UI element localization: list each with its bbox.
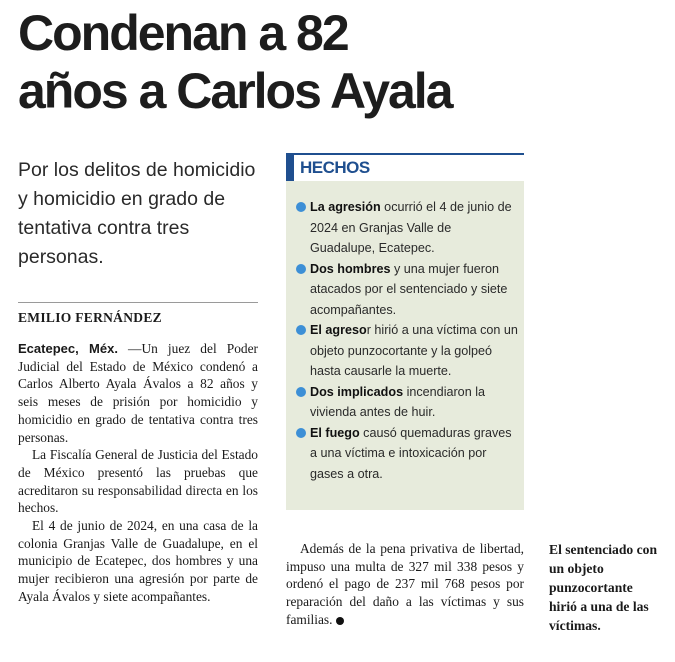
- paragraph-1-text: —Un juez del Poder Judicial del Estado de México condenó a Carlos Alberto Ayala Ávalos a 82 años y seis meses de prisión por homicidio y homicidio en grado de tentativa contra tres personas.: [18, 341, 258, 445]
- fact-lead: El fuego: [310, 425, 360, 440]
- fact-lead: Dos implicados: [310, 384, 404, 399]
- subhead: Por los delitos de homicidio y homicidio en grado de tentativa contra tres personas.: [18, 159, 256, 268]
- article-body: [18, 340, 258, 606]
- bullet-icon: [296, 387, 306, 397]
- byline-divider: [18, 302, 258, 303]
- fact-lead: La agresión: [310, 200, 381, 214]
- paragraph-4: [286, 540, 524, 629]
- fact-text: ocurrió el 4 de junio de 2024 en Granjas Valle de Guadalupe, Ecatepec.: [310, 200, 512, 255]
- bullet-icon: [296, 325, 306, 335]
- fact-text: causó quemaduras graves a una víctima e intoxicación por gases a otra.: [310, 425, 512, 481]
- facts-list: [296, 197, 518, 484]
- fact-item: [296, 320, 518, 382]
- dateline: Ecatepec, Méx.: [18, 341, 118, 356]
- facts-box: [286, 153, 524, 510]
- fact-lead: Dos hombres: [310, 261, 391, 276]
- fact-text: incendiaron la vivienda antes de huir.: [310, 384, 485, 419]
- facts-header: [286, 153, 524, 181]
- byline: EMILIO FERNÁNDEZ: [18, 310, 162, 325]
- bullet-icon: [296, 202, 306, 212]
- bullet-icon: [296, 428, 306, 438]
- fact-text: r hirió a una víctima con un objeto punzocortante y la golpeó hasta causarle la muerte.: [310, 323, 518, 378]
- end-mark-icon: [336, 617, 344, 625]
- article-body-continued: [286, 540, 524, 629]
- fact-item: [296, 259, 518, 321]
- pullquote: El sentenciado con un objeto punzocortante hirió a una de las víctimas.: [549, 542, 657, 633]
- fact-text: y una mujer fueron atacados por el sentenciado y siete acompañantes.: [310, 261, 508, 317]
- headline: [18, 4, 668, 120]
- bullet-icon: [296, 264, 306, 274]
- paragraph-3: El 4 de junio de 2024, en una casa de la colonia Granjas Valle de Guadalupe, en el municipio de Ecatepec, dos hombres y una mujer recibieron una agresión por parte de Ayala Ávalos y siete acompañantes.: [18, 518, 258, 604]
- paragraph-1: [18, 340, 258, 446]
- fact-item: [296, 423, 518, 485]
- headline-line-1: Condenan a 82: [18, 5, 348, 61]
- paragraph-2: La Fiscalía General de Justicia del Estado de México presentó las pruebas que acreditaron su responsabilidad directa en los hechos.: [18, 447, 258, 516]
- fact-lead: El agreso: [310, 323, 367, 337]
- facts-title: HECHOS: [286, 155, 364, 181]
- headline-line-2: años a Carlos Ayala: [18, 63, 452, 119]
- fact-item: [296, 197, 518, 259]
- fact-item: [296, 382, 518, 423]
- paragraph-4-text: Además de la pena privativa de libertad, impuso una multa de 327 mil 338 pesos y ordenó el pago de 237 mil 768 pesos por reparación del daño a las víctimas y sus familias.: [286, 541, 524, 627]
